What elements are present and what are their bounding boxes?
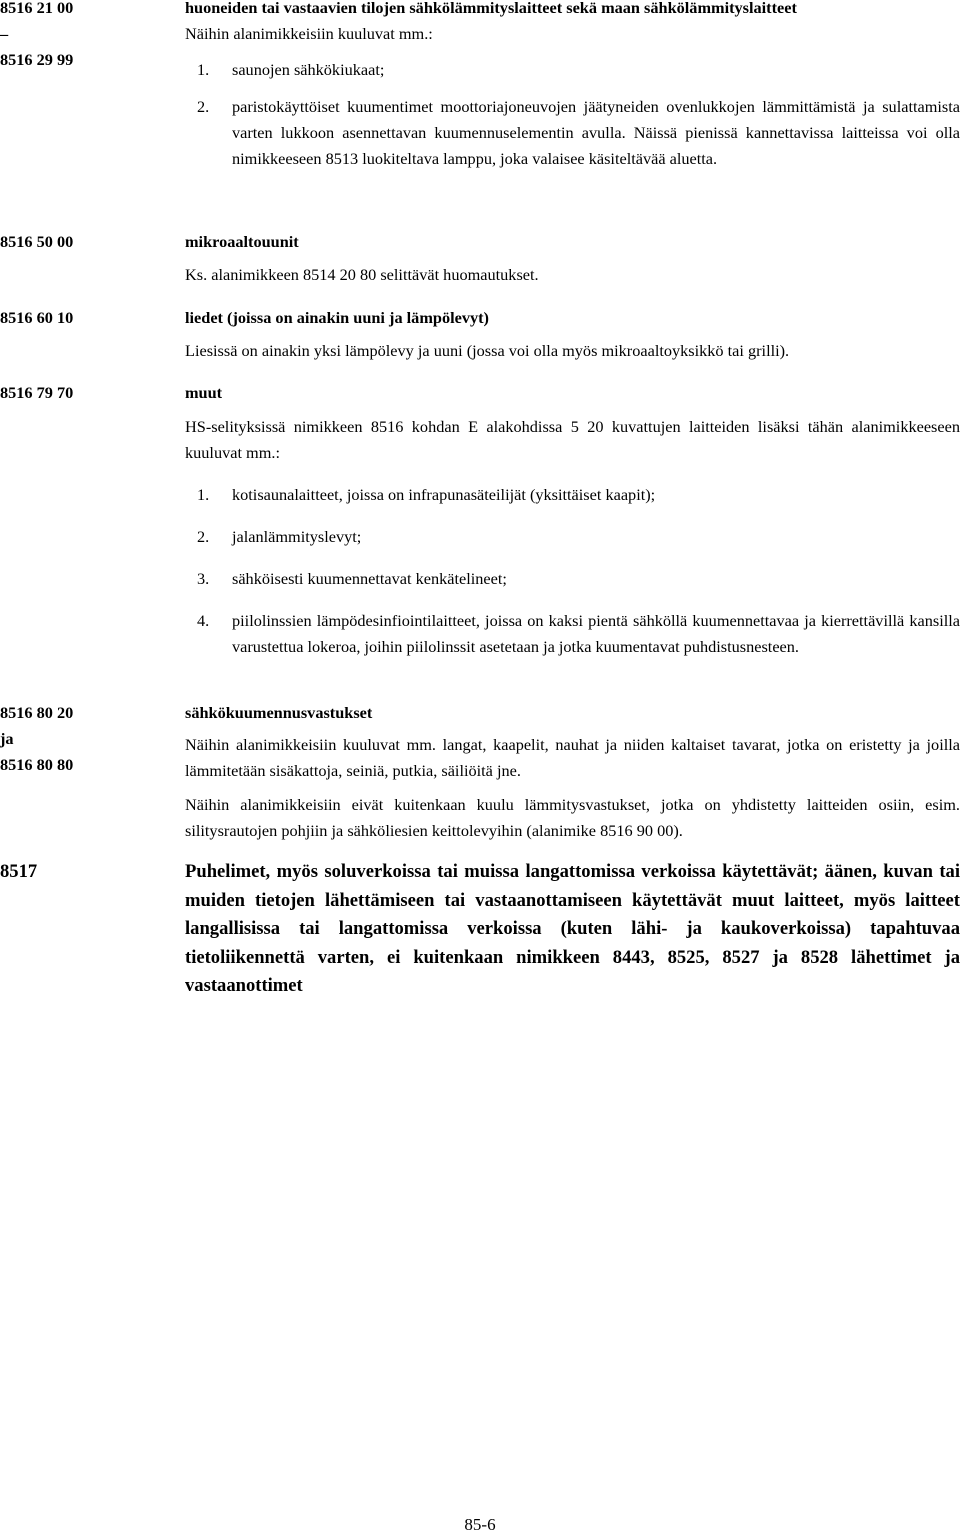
- section-text: Ks. alanimikkeen 8514 20 80 selittävät huomautukset.: [185, 265, 539, 284]
- list-item-number: 1.: [197, 60, 210, 79]
- list-item-number: 1.: [197, 485, 210, 504]
- list-item-number: 2.: [197, 97, 210, 116]
- list-item-text: paristokäyttöiset kuumentimet moottoriajoneuvojen jäätyneiden ovenlukkojen lämmittämistä ja sulattamista varten lukkoon asennettavan kuumennuselementin avulla. Näissä pienissä kannettavissa laitteissa voi olla nimikkeeseen 8513 luokiteltava lamppu, joka valaisee käsiteltävää aluetta.: [232, 97, 960, 168]
- tariff-code: [0, 700, 180, 778]
- code-line: 8516 79 70: [0, 383, 74, 402]
- code-line: ja: [0, 729, 14, 748]
- code-line: 8517: [0, 861, 38, 882]
- list-item-text: sähköisesti kuumennettavat kenkätelineet;: [232, 569, 507, 588]
- tariff-code: [0, 0, 180, 73]
- code-line: 8516 29 99: [0, 50, 74, 69]
- list-item-text: saunojen sähkökiukaat;: [232, 60, 385, 79]
- list-item-number: 2.: [197, 527, 210, 546]
- code-line: 8516 50 00: [0, 232, 74, 251]
- code-line: 8516 80 20: [0, 703, 74, 722]
- list-item-number: 3.: [197, 569, 210, 588]
- section-intro: Näihin alanimikkeisiin kuuluvat mm.:: [185, 24, 433, 43]
- tariff-code: [0, 229, 180, 255]
- tariff-code: [0, 380, 180, 406]
- code-line: –: [0, 24, 9, 43]
- section-body: [185, 380, 960, 660]
- section-heading: huoneiden tai vastaavien tilojen sähkölämmityslaitteet sekä maan sähkölämmityslaitteet: [185, 0, 797, 17]
- section-intro: HS-selityksissä nimikkeen 8516 kohdan E alakohdissa 5 20 kuvattujen laitteiden lisäksi tähän alanimikkeeseen kuuluvat mm.:: [185, 417, 960, 462]
- list-item: [185, 482, 960, 508]
- section-heading: mikroaaltouunit: [185, 232, 299, 251]
- section-paragraph: Näihin alanimikkeisiin eivät kuitenkaan kuulu lämmitysvastukset, jotka on yhdistetty laitteiden osiin, esim. silitysrautojen pohjiin ja sähköliesien keittolevyihin (alanimike 8516 90 00).: [185, 795, 960, 840]
- list-item: [185, 524, 960, 550]
- list-item: [185, 566, 960, 592]
- list-item-text: kotisaunalaitteet, joissa on infrapunasäteilijät (yksittäiset kaapit);: [232, 485, 656, 504]
- tariff-code: [0, 305, 180, 331]
- section-heading: liedet (joissa on ainakin uuni ja lämpölevyt): [185, 308, 489, 327]
- section-body: [185, 858, 960, 1001]
- heading-title: Puhelimet, myös soluverkoissa tai muissa langattomissa verkoissa käytettävät; äänen, kuvan tai muiden tietojen lähettämiseen tai vastaanottamiseen käytettävät muut laitteet, myös laitteet langallisissa tai langattomissa verkoissa (kuten lähi- ja kaukoverkoissa) tapahtuvaa tietoliikennettä varten, ei kuitenkaan nimikkeen 8443, 8525, 8527 ja 8528 lähettimet ja vastaanottimet: [185, 861, 960, 996]
- list-item: [185, 57, 960, 83]
- code-line: 8516 21 00: [0, 0, 74, 17]
- section-body: [185, 0, 960, 172]
- section-body: [185, 700, 960, 844]
- list-item-text: jalanlämmityslevyt;: [232, 527, 362, 546]
- section-paragraph: Näihin alanimikkeisiin kuuluvat mm. langat, kaapelit, nauhat ja niiden kaltaiset tavarat, jotka on eristetty ja joilla lämmitetään sisäkattoja, seiniä, putkia, säiliöitä jne.: [185, 735, 960, 780]
- section-heading: muut: [185, 383, 223, 402]
- list-item: [185, 94, 960, 172]
- section-text: Liesissä on ainakin yksi lämpölevy ja uuni (jossa voi olla myös mikroaaltoyksikkö tai grilli).: [185, 341, 790, 360]
- page-number: 85-6: [464, 1515, 496, 1534]
- list-item: [185, 608, 960, 660]
- code-line: 8516 80 80: [0, 755, 74, 774]
- section-heading: sähkökuumennusvastukset: [185, 703, 373, 722]
- section-body: [185, 229, 960, 288]
- section-body: [185, 305, 960, 364]
- list-item-number: 4.: [197, 611, 210, 630]
- code-line: 8516 60 10: [0, 308, 74, 327]
- list-item-text: piilolinssien lämpödesinfiointilaitteet, joissa on kaksi pientä sähköllä kuumennettavaa ja kierrettävillä kansilla varustettua lokeroa, joihin piilolinssit asetetaan ja jotka kuumentavat puhdistusnesteen.: [232, 611, 960, 656]
- tariff-code: [0, 858, 180, 887]
